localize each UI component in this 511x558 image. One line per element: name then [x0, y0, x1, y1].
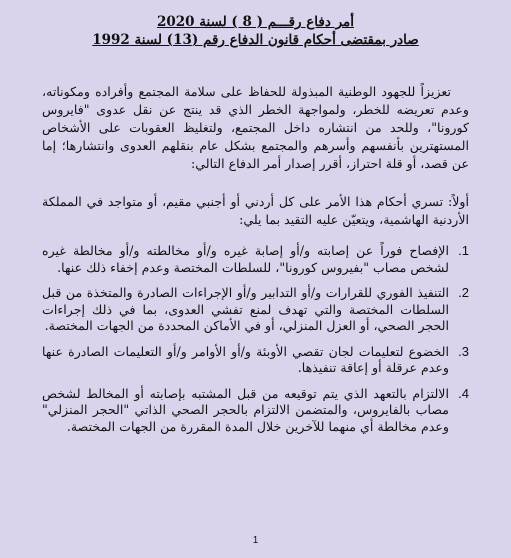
clause-number: 1.: [458, 243, 469, 258]
clause-text: الالتزام بالتعهد الذي يتم توقيعه من قبل المشتبه بإصابته أو المخالط لشخص مصاب بالفايروس، والمتضمن الالتزام بالحجر الصحي الذاتي "الحجر المنزلي" وعدم مخالطة أي منهما للآخرين خلال المدة المقررة من الجهات المختصة.: [42, 385, 449, 434]
clause-number: 3.: [458, 343, 469, 359]
list-item: [42, 243, 469, 276]
list-item: [42, 285, 469, 335]
document-header: [42, 14, 469, 49]
clause-text: الإفصاح فوراً عن إصابته و/أو إصابة غيره و/أو مخالطته و/أو مخالطة غيره لشخص مصاب "بفيروس كورونا"، للسلطات المختصة وعدم إخفاء ذلك عنها.: [42, 243, 449, 275]
list-item: [42, 386, 469, 436]
intro-paragraph: تعزيزاً للجهود الوطنية المبذولة للحفاظ على سلامة المجتمع وأفراده ومكوناته، وعدم تعريضه للخطر، ولمواجهة الخطر الذي قد ينتج عن نقل عدوى "فايروس كورونا"، وللحد من انتشاره داخل المجتمع، ولتغليظ العقوبات على الأشخاص المستهترين بأنفسهم وأسرهم والمجتمع بشكل عام بنقلهم العدوى وانتشارها؛ إما عن قصد، أو قلة احتراز، أقرر إصدار أمر الدفاع التالي:: [42, 84, 469, 171]
first-clause-paragraph: أولاً: تسري أحكام هذا الأمر على كل أردني أو أجنبي مقيم، أو متواجد في المملكة الأردنية الهاشمية، ويتعيّن عليه التقيد بما يلي:: [42, 194, 469, 227]
list-item: [42, 344, 469, 377]
order-title: أمر دفاع رقـــم ( 8 ) لسنة 2020: [156, 14, 355, 30]
clause-number: 4.: [458, 385, 469, 401]
clause-number: 2.: [458, 285, 469, 300]
clause-text: التنفيذ الفوري للقرارات و/أو التدابير و/أو الإجراءات الصادرة والمتخذة من قبل السلطات المختصة والتي تهدف لمنع تفشي العدوى، بما في ذلك إجراءات الحجر الصحي، أو العزل المنزلي، أو في الأماكن المحددة من الجهات المختصة.: [42, 285, 449, 333]
order-subtitle: صادر بمقتضى أحكام قانون الدفاع رقم (13) لسنة 1992: [92, 32, 419, 48]
clause-list: [42, 243, 469, 435]
page-number: 1: [252, 535, 259, 546]
clause-text: الخضوع لتعليمات لجان تقصي الأوبئة و/أو الأوامر و/أو التعليمات الصادرة عنها وعدم عرقلة أو إعاقة تنفيذها.: [42, 343, 449, 375]
